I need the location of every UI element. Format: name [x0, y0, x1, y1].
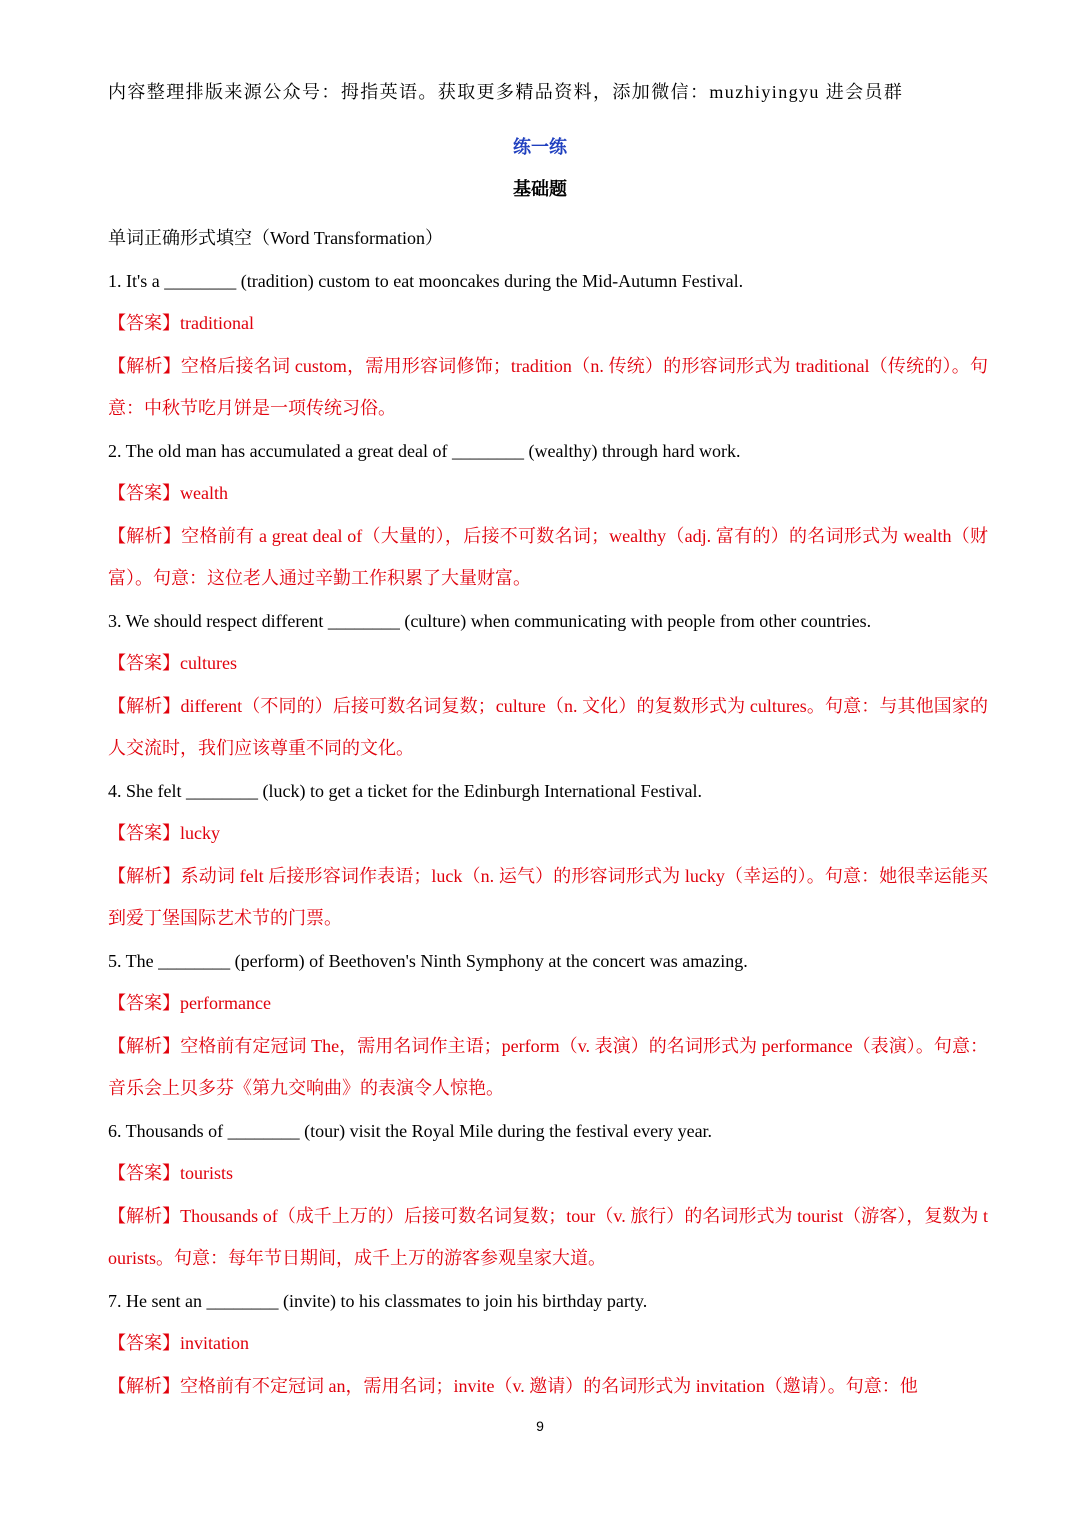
analysis-text: 空格前有不定冠词 an，需用名词；invite（v. 邀请）的名词形式为 invitation（邀请）。句意：他 — [180, 1375, 918, 1396]
section-title: 练一练 — [513, 137, 567, 157]
source-note: 内容整理排版来源公众号：拇指英语。获取更多精品资料，添加微信：muzhiyingyu 进会员群 — [108, 82, 904, 102]
answer-tag: 【答案】 — [108, 823, 180, 843]
answer-tag: 【答案】 — [108, 993, 180, 1013]
answer-tag: 【答案】 — [108, 483, 180, 503]
analysis-3 — [108, 685, 988, 770]
analysis-6 — [108, 1195, 988, 1280]
answer-text: tourists — [180, 1163, 234, 1183]
answer-5 — [108, 982, 988, 1025]
analysis-tag: 【解析】 — [108, 1375, 180, 1396]
answer-text: performance — [180, 993, 271, 1013]
analysis-tag: 【解析】 — [108, 1035, 181, 1056]
analysis-text: different（不同的）后接可数名词复数；culture（n. 文化）的复数形式为 cultures。句意：与其他国家的人交流时，我们应该尊重不同的文化。 — [108, 695, 989, 758]
analysis-tag: 【解析】 — [108, 865, 181, 886]
analysis-tag: 【解析】 — [108, 695, 181, 716]
analysis-tag: 【解析】 — [108, 355, 181, 376]
question-5: 5. The ________ (perform) of Beethoven's Ninth Symphony at the concert was amazing. — [108, 950, 748, 971]
analysis-text: 系动词 felt 后接形容词作表语；luck（n. 运气）的形容词形式为 lucky（幸运的）。句意：她很幸运能买到爱丁堡国际艺术节的门票。 — [108, 865, 989, 928]
analysis-4 — [108, 855, 988, 940]
answer-1 — [108, 302, 988, 345]
analysis-2 — [108, 515, 988, 600]
answer-tag: 【答案】 — [108, 653, 180, 673]
question-6: 6. Thousands of ________ (tour) visit the Royal Mile during the festival every year. — [108, 1120, 713, 1141]
answer-4 — [108, 812, 988, 855]
answer-tag: 【答案】 — [108, 313, 180, 333]
analysis-tag: 【解析】 — [108, 525, 182, 546]
answer-7 — [108, 1322, 988, 1365]
analysis-7 — [108, 1365, 988, 1408]
question-1: 1. It's a ________ (tradition) custom to eat mooncakes during the Mid-Autumn Festival. — [108, 270, 744, 291]
question-2: 2. The old man has accumulated a great deal of ________ (wealthy) through hard work. — [108, 440, 741, 461]
answer-text: lucky — [180, 823, 220, 843]
answer-3 — [108, 642, 988, 685]
analysis-text: 空格后接名词 custom，需用形容词修饰；tradition（n. 传统）的形容词形式为 traditional（传统的）。句意：中秋节吃月饼是一项传统习俗。 — [108, 355, 988, 418]
analysis-text: Thousands of（成千上万的）后接可数名词复数；tour（v. 旅行）的名词形式为 tourist（游客），复数为 tourists。句意：每年节日期间，成千上万的游客参观皇家大道。 — [108, 1205, 988, 1268]
analysis-text: 空格前有 a great deal of（大量的），后接不可数名词；wealthy（adj. 富有的）的名词形式为 wealth（财富）。句意：这位老人通过辛勤工作积累了大量财富。 — [108, 525, 988, 588]
question-4: 4. She felt ________ (luck) to get a ticket for the Edinburgh International Festival. — [108, 780, 703, 801]
question-7: 7. He sent an ________ (invite) to his classmates to join his birthday party. — [108, 1290, 648, 1311]
answer-tag: 【答案】 — [108, 1333, 180, 1353]
sub-title: 基础题 — [513, 179, 567, 199]
answer-text: wealth — [180, 483, 228, 503]
exercise-content — [108, 217, 988, 1407]
answer-text: invitation — [180, 1333, 249, 1353]
analysis-1 — [108, 345, 988, 430]
answer-tag: 【答案】 — [108, 1163, 180, 1183]
answer-text: traditional — [180, 313, 254, 333]
analysis-5 — [108, 1025, 988, 1110]
instruction: 单词正确形式填空（Word Transformation） — [108, 228, 444, 248]
answer-6 — [108, 1152, 988, 1195]
answer-2 — [108, 472, 988, 515]
question-3: 3. We should respect different ________ (culture) when communicating with people from other countries. — [108, 610, 872, 631]
page-number: 9 — [536, 1418, 544, 1434]
analysis-tag: 【解析】 — [108, 1205, 181, 1226]
analysis-text: 空格前有定冠词 The，需用名词作主语；perform（v. 表演）的名词形式为 performance（表演）。句意：音乐会上贝多芬《第九交响曲》的表演令人惊艳。 — [108, 1035, 988, 1098]
answer-text: cultures — [180, 653, 237, 673]
